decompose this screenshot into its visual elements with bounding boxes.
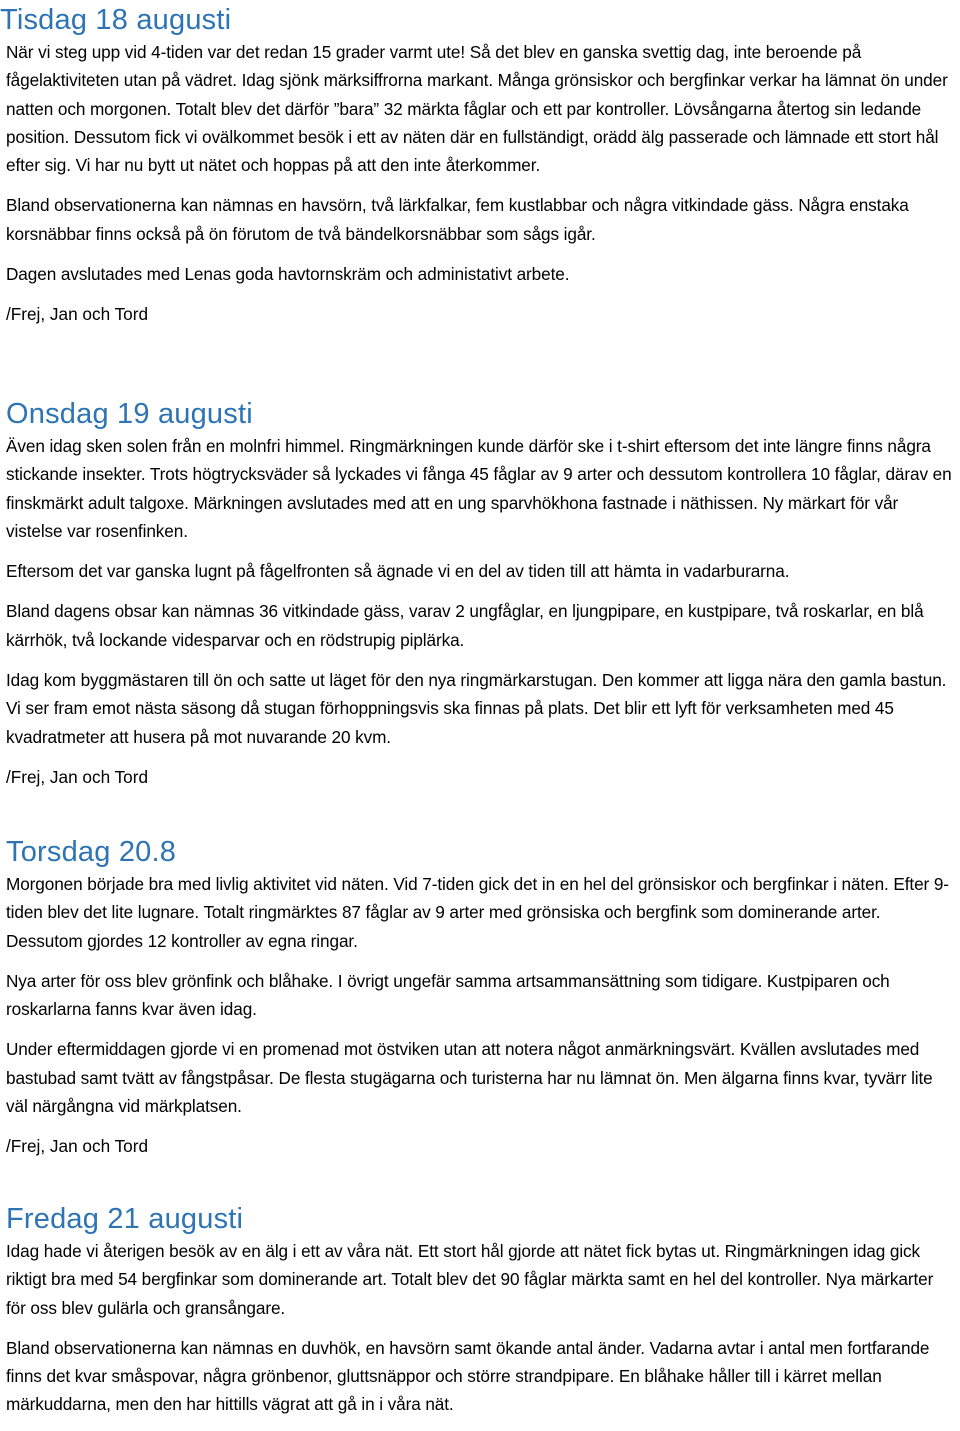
entry-paragraph: Under eftermiddagen gjorde vi en promenad mot östviken utan att notera något anmärkningsvärt. Kvällen avslutades med bastubad samt tvätt av fångstpåsar. De flesta stugägarna och turisterna har nu lämnat ön. Men älgarna finns kvar, tyvärr lite väl närgångna vid märkplatsen. bbox=[6, 1039, 933, 1117]
entry-signature: /Frej, Jan och Tord bbox=[6, 1136, 149, 1157]
entry-torsdag bbox=[0, 834, 960, 1161]
entry-paragraph: När vi steg upp vid 4-tiden var det redan 15 grader varmt ute! Så det blev en ganska svettig dag, inte beroende på fågelaktiviteten utan på vädret. Idag sjönk märksiffrorna markant. Många grönsiskor och bergfinkar verkar ha lämnat ön under natten och morgonen. Totalt blev det därför ”bara” 32 märkta fåglar och ett par kontroller. Lövsångarna återtog sin ledande position. Dessutom fick vi ovälkommet besök i ett av näten där en fullständigt, orädd älg passerade och lämnade ett stort hål efter sig. Vi har nu bytt ut nätet och hoppas på att den inte återkommer. bbox=[6, 42, 948, 176]
entry-tisdag bbox=[0, 2, 960, 329]
entry-signature: /Frej, Jan och Tord bbox=[6, 304, 149, 325]
entry-paragraph: Idag hade vi återigen besök av en älg i ett av våra nät. Ett stort hål gjorde att nätet fick bytas ut. Ringmärkningen idag gick riktigt bra med 54 bergfinkar som dominerande art. Totalt blev det 90 fåglar märkta samt en hel del kontroller. Nya märkarter för oss blev gulärla och gransångare. bbox=[6, 1241, 934, 1318]
entry-paragraph: Dagen avslutades med Lenas goda havtornskräm och administativt arbete. bbox=[6, 264, 570, 285]
entry-paragraph: Eftersom det var ganska lugnt på fågelfronten så ägnade vi en del av tiden till att hämta in vadarburarna. bbox=[6, 561, 790, 582]
entry-paragraph: Bland dagens obsar kan nämnas 36 vitkindade gäss, varav 2 ungfåglar, en ljungpipare, en kustpipare, två roskarlar, en blå kärrhök, två lockande videsparvar och en rödstrupig piplärka. bbox=[6, 601, 924, 650]
entry-onsdag bbox=[0, 396, 960, 791]
entry-paragraph: Nya arter för oss blev grönfink och blåhake. I övrigt ungefär samma artsammansättning som tidigare. Kustpiparen och roskarlarna fanns kvar även idag. bbox=[6, 970, 890, 1020]
entry-title: Tisdag 18 augusti bbox=[0, 4, 232, 36]
entry-paragraph: Idag kom byggmästaren till ön och satte ut läget för den nya ringmärkarstugan. Den kommer att ligga nära den gamla bastun. Vi ser fram emot nästa säsong då stugan förhoppningsvis ska finnas på plats. Det blir ett lyft för verksamheten med 45 kvadratmeter att husera på mot nuvarande 20 kvm. bbox=[6, 670, 947, 747]
entry-paragraph: Bland observationerna kan nämnas en duvhök, en havsörn samt ökande antal änder. Vadarna avtar i antal men fortfarande finns det kvar småspovar, några grönbenor, gluttsnäppor och större strandpipare. En blåhake håller till i kärret mellan märkuddarna, men den har hittills vägrat att gå in i våra nät. bbox=[6, 1337, 930, 1415]
entry-fredag bbox=[0, 1201, 960, 1431]
entry-title: Onsdag 19 augusti bbox=[6, 398, 253, 430]
entry-paragraph: Även idag sken solen från en molnfri himmel. Ringmärkningen kunde därför ske i t-shirt eftersom det inte längre finns några stickande insekter. Trots högtrycksväder så lyckades vi fånga 45 fåglar av 9 arter och dessutom kontrollera 10 fåglar, därav en finskmärkt adult talgoxe. Märkningen avslutades med att en ung sparvhökhona fastnade i näthissen. Ny märkart för vår vistelse var rosenfinken. bbox=[6, 436, 952, 541]
entry-title: Torsdag 20.8 bbox=[6, 836, 177, 868]
entry-signature: /Frej, Jan och Tord bbox=[6, 766, 149, 787]
entry-paragraph: Morgonen började bra med livlig aktivitet vid näten. Vid 7-tiden gick det in en hel del grönsiskor och bergfinkar i näten. Efter 9-tiden blev det lite lugnare. Totalt ringmärktes 87 fåglar av 9 arter med grönsiska och bergfink som dominerande arter. Dessutom gjordes 12 kontroller av egna ringar. bbox=[6, 874, 949, 951]
entry-paragraph: Bland observationerna kan nämnas en havsörn, två lärkfalkar, fem kustlabbar och några vitkindade gäss. Några enstaka korsnäbbar finns också på ön förutom de två bändelkorsnäbbar som sågs igår. bbox=[6, 195, 909, 244]
entry-title: Fredag 21 augusti bbox=[6, 1203, 244, 1235]
